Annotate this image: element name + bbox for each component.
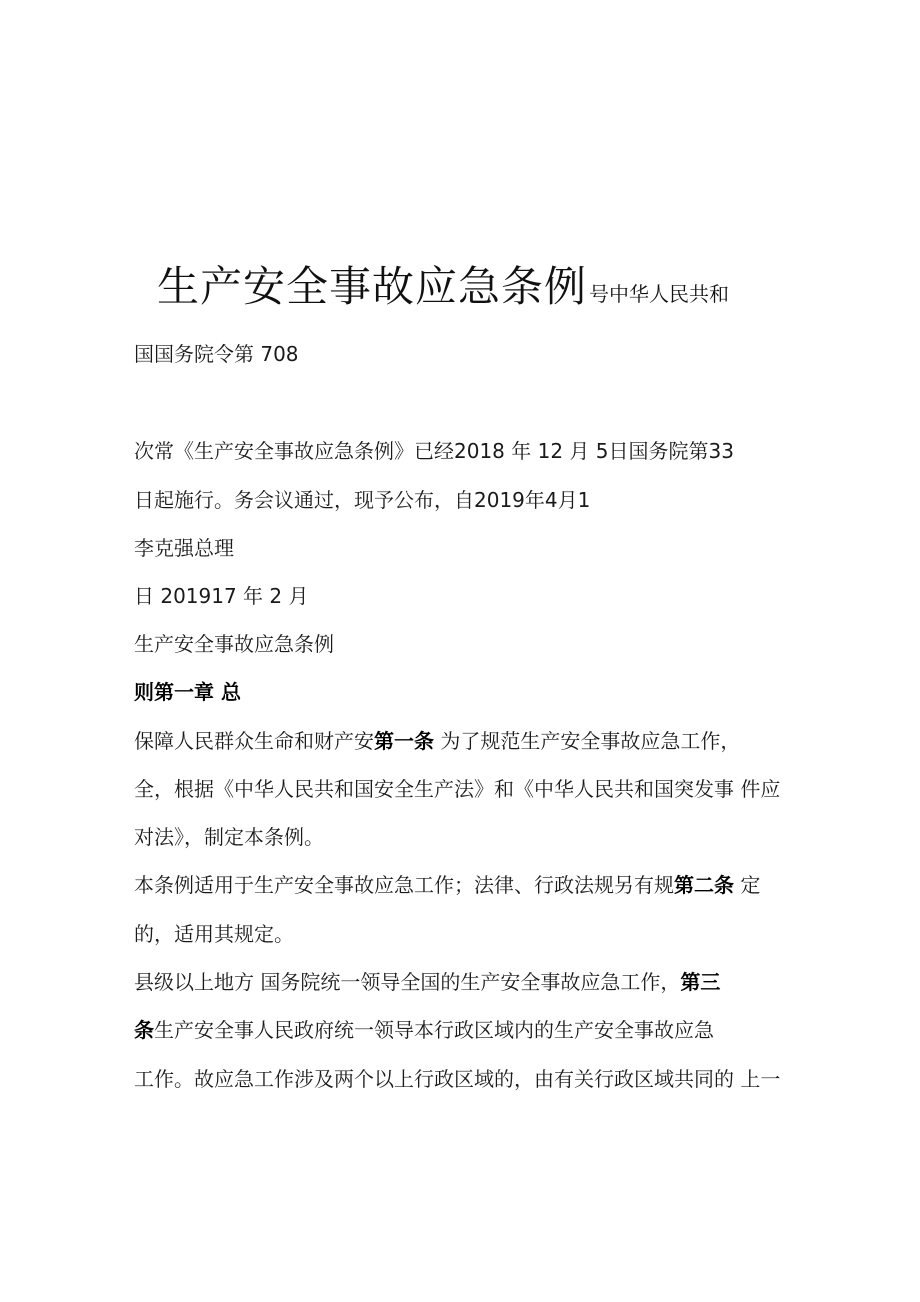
text-run: 保障人民群众生命和财产安 bbox=[134, 729, 374, 753]
chapter-heading: 则第一章 总 bbox=[134, 680, 241, 704]
paragraph-line: 对法》，制定本条例。 bbox=[134, 825, 324, 849]
article-label: 第一条 bbox=[374, 729, 434, 753]
paragraph-line: 日起施行。务会议通过，现予公布，自2019年4月1 bbox=[134, 488, 591, 512]
paragraph-line bbox=[134, 731, 740, 751]
date-line: 日 201917 年 2 月 bbox=[134, 584, 309, 608]
signatory-line: 李克强总理 bbox=[134, 536, 234, 560]
text-run: 本条例适用于生产安全事故应急工作；法律、行政法规另有规 bbox=[134, 873, 674, 897]
paragraph-line: 次常《生产安全事故应急条例》已经2018 年 12 月 5日国务院第33 bbox=[134, 439, 734, 463]
article-label: 第三 bbox=[680, 970, 721, 994]
title-suffix: 号中华人民共和 bbox=[589, 282, 730, 306]
document-title bbox=[157, 262, 730, 311]
paragraph-line: 工作。故应急工作涉及两个以上行政区域的，由有关行政区域共同的 上一 bbox=[134, 1067, 781, 1091]
paragraph-line bbox=[134, 875, 760, 895]
text-run: 生产安全事人民政府统一领导本行政区域内的生产安全事故应急 bbox=[154, 1018, 714, 1042]
paragraph-line bbox=[134, 1020, 714, 1040]
text-run: 定 bbox=[734, 873, 761, 897]
text-run: 县级以上地方 国务院统一领导全国的生产安全事故应急工作， bbox=[134, 970, 681, 994]
paragraph-line: 的，适用其规定。 bbox=[134, 922, 294, 946]
subtitle-line: 生产安全事故应急条例 bbox=[134, 632, 334, 656]
paragraph-line bbox=[134, 972, 720, 992]
paragraph-line: 全，根据《中华人民共和国安全生产法》和《中华人民共和国突发事 件应 bbox=[134, 777, 781, 801]
article-label: 条 bbox=[134, 1018, 154, 1042]
text-run: 为了规范生产安全事故应急工作， bbox=[434, 729, 741, 753]
decree-line: 国国务院令第 708 bbox=[134, 342, 299, 366]
article-label: 第二条 bbox=[674, 873, 734, 897]
title-main: 生产安全事故应急条例 bbox=[157, 262, 588, 311]
